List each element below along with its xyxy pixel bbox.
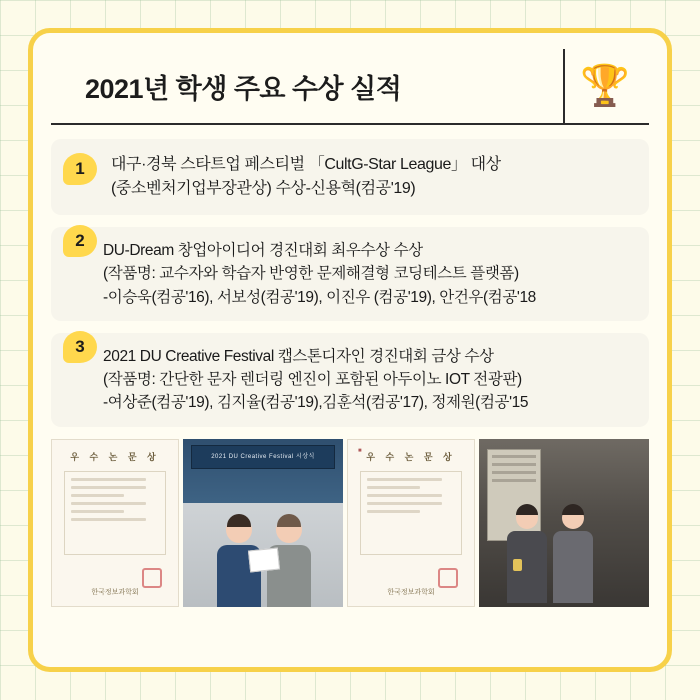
- certificate-graphic: [51, 439, 179, 607]
- item-number-badge: 3: [63, 331, 97, 363]
- item-line: -이승욱(컴공'16), 서보성(컴공'19), 이진우 (컴공'19), 안건우(컴공'18: [103, 288, 536, 306]
- award-list: [51, 139, 649, 427]
- certificate-text-line: [71, 518, 146, 521]
- item-line: DU-Dream 창업아이디어 경진대회 최우수상 수상: [103, 242, 423, 259]
- item-number-badge: 2: [63, 225, 97, 257]
- ceremony-banner-text: 2021 DU Creative Festival 시상식: [211, 453, 315, 460]
- certificate-text-line: [367, 494, 442, 497]
- trophy-icon: 🏆: [580, 64, 630, 108]
- certificate-body: [64, 471, 166, 556]
- certificate-text-line: [367, 510, 420, 513]
- certificate-body: [360, 471, 462, 556]
- certificate-graphic: [347, 439, 475, 607]
- certificate-footer: 한국정보과학회: [387, 588, 435, 596]
- certificate-text-line: [71, 486, 146, 489]
- award-paper: [248, 547, 280, 572]
- id-badge: [513, 559, 522, 571]
- certificate-seal: [142, 568, 162, 588]
- certificate-photo-1: [51, 439, 179, 607]
- person-body: [553, 531, 593, 603]
- person-hair: [562, 504, 584, 515]
- item-number-badge: 1: [63, 153, 97, 185]
- certificate-text-line: [367, 502, 442, 505]
- ceremony-banner: [191, 445, 335, 469]
- poster-line: [492, 479, 536, 482]
- item-line: (작품명: 간단한 문자 렌더링 엔진이 포함된 아두이노 IOT 전광판): [103, 371, 522, 388]
- item-line: 2021 DU Creative Festival 캡스톤디자인 경진대회 금상 수상: [103, 347, 494, 365]
- certificate-header-mark: ■: [358, 447, 362, 454]
- certificate-text-line: [367, 478, 442, 481]
- person-figure: [507, 507, 547, 603]
- certificate-text-line: [71, 502, 146, 505]
- person-head: [562, 507, 584, 529]
- item-line: -여상준(컴공'19), 김지율(컴공'19),김훈석(컴공'17), 정제원(컴공'15: [103, 394, 529, 412]
- list-item: [51, 227, 649, 321]
- certificate-title: 우 수 논 문 상: [366, 451, 456, 462]
- item-line: (중소벤처기업부장관상) 수상-신용혁(컴공'19): [111, 180, 416, 197]
- hallway-graphic: [479, 439, 649, 607]
- list-item: [51, 333, 649, 427]
- person-head: [226, 517, 252, 543]
- certificate-text-line: [71, 478, 146, 481]
- award-ceremony-photo: [183, 439, 343, 607]
- person-head: [276, 517, 302, 543]
- certificate-title: 우 수 논 문 상: [70, 451, 160, 462]
- person-hair: [227, 514, 251, 527]
- person-head: [516, 507, 538, 529]
- award-card: [28, 28, 672, 672]
- photo-strip: [51, 439, 649, 607]
- poster-line: [492, 455, 536, 458]
- trophy-cell: [563, 49, 645, 123]
- certificate-text-line: [367, 486, 420, 489]
- certificate-photo-2: [347, 439, 475, 607]
- page-title: 2021년 학생 주요 수상 실적: [85, 73, 402, 104]
- ceremony-graphic: [183, 439, 343, 607]
- person-figure: [553, 507, 593, 603]
- certificate-seal: [438, 568, 458, 588]
- certificate-text-line: [71, 494, 124, 497]
- list-item: [51, 139, 649, 215]
- hallway-photo: [479, 439, 649, 607]
- poster-line: [492, 463, 536, 466]
- certificate-footer: 한국정보과학회: [91, 588, 139, 596]
- poster-line: [492, 471, 536, 474]
- item-line: (작품명: 교수자와 학습자 반영한 문제해결형 코딩테스트 플랫폼): [103, 265, 519, 283]
- person-hair: [277, 514, 301, 527]
- item-line: 대구·경북 스타트업 페스티벌 「CultG-Star League」 대상: [111, 156, 501, 173]
- card-header: [51, 49, 649, 125]
- certificate-text-line: [71, 510, 124, 513]
